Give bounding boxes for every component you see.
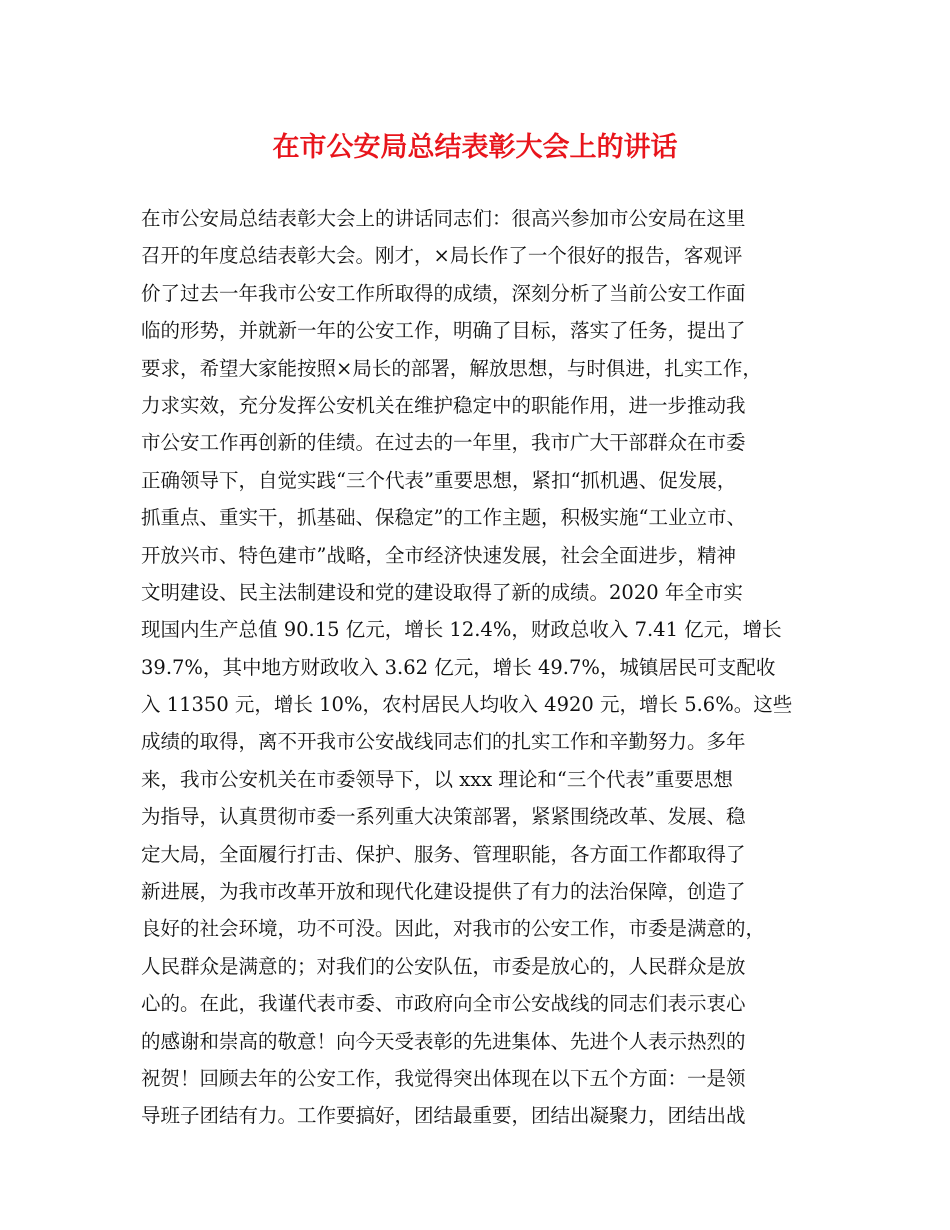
body-line: 成绩的取得，离不开我市公安战线同志们的扎实工作和辛勤努力。多年 <box>141 730 746 754</box>
body-line: 在市公安局总结表彰大会上的讲话同志们：很高兴参加市公安局在这里 <box>141 207 746 230</box>
body-line: 要求，希望大家能按照×局长的部署，解放思想，与时俱进，扎实工作， <box>141 356 762 380</box>
body-line: 39.7%，其中地方财政收入 3.62 亿元，增长 49.7%，城镇居民可支配收 <box>141 655 776 679</box>
body-line: 临的形势，并就新一年的公安工作，明确了目标，落实了任务，提出了 <box>141 319 746 343</box>
body-line: 人民群众是满意的；对我们的公安队伍，市委是放心的，人民群众是放 <box>141 954 746 978</box>
body-line: 抓重点、重实干，抓基础、保稳定”的工作主题，积极实施“工业立市、 <box>141 506 746 530</box>
body-line: 召开的年度总结表彰大会。刚才，×局长作了一个很好的报告，客观评 <box>141 244 743 268</box>
body-line: 良好的社会环境，功不可没。因此，对我市的公安工作，市委是满意的， <box>141 917 766 941</box>
body-line: 价了过去一年我市公安工作所取得的成绩，深刻分析了当前公安工作面 <box>141 281 746 305</box>
body-line: 开放兴市、特色建市”战略，全市经济快速发展，社会全面进步，精神 <box>141 543 736 567</box>
body-line: 正确领导下，自觉实践“三个代表”重要思想，紧扣“抓机遇、促发展， <box>141 468 737 492</box>
body-line: 定大局，全面履行打击、保护、服务、管理职能，各方面工作都取得了 <box>141 842 746 866</box>
body-line: 心的。在此，我谨代表市委、市政府向全市公安战线的同志们表示衷心 <box>141 992 746 1016</box>
body-line: 力求实效，充分发挥公安机关在维护稳定中的职能作用，进一步推动我 <box>141 393 746 417</box>
body-line: 祝贺！回顾去年的公安工作，我觉得突出体现在以下五个方面：一是领 <box>141 1066 746 1090</box>
body-line: 的感谢和崇高的敬意！向今天受表彰的先进集体、先进个人表示热烈的 <box>141 1029 746 1053</box>
body-line: 文明建设、民主法制建设和党的建设取得了新的成绩。2020 年全市实 <box>141 580 743 604</box>
body-line: 现国内生产总值 90.15 亿元，增长 12.4%，财政总收入 7.41 亿元，增长 <box>141 618 782 642</box>
body-line: 新进展，为我市改革开放和现代化建设提供了有力的法治保障，创造了 <box>141 880 746 904</box>
body-line: 市公安工作再创新的佳绩。在过去的一年里，我市广大干部群众在市委 <box>141 431 746 455</box>
document-body <box>141 200 821 1135</box>
body-line: 为指导，认真贯彻市委一系列重大决策部署，紧紧围绕改革、发展、稳 <box>141 805 746 829</box>
body-line: 导班子团结有力。工作要搞好，团结最重要，团结出凝聚力，团结出战 <box>141 1104 746 1128</box>
body-line: 入 11350 元，增长 10%，农村居民人均收入 4920 元，增长 5.6%。这些 <box>141 693 793 717</box>
body-line: 来，我市公安机关在市委领导下，以 xxx 理论和“三个代表”重要思想 <box>141 767 733 791</box>
document-title: 在市公安局总结表彰大会上的讲话 <box>272 132 678 163</box>
